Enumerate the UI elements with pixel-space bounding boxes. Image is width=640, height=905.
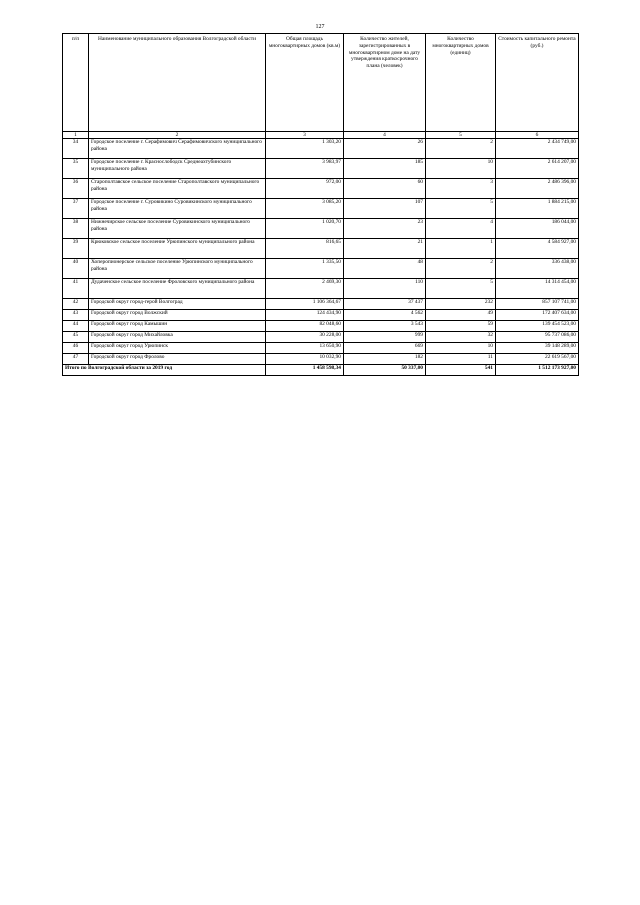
- municipality-name: Городское поселение г. Суровикино Суровикинского муниципального района: [89, 199, 266, 219]
- row-number: 45: [63, 332, 89, 343]
- row-number: 36: [63, 179, 89, 199]
- table-row: [63, 259, 579, 279]
- houses-cell: 5: [426, 199, 496, 219]
- municipality-name: Городской округ город Михайловка: [89, 332, 266, 343]
- column-number: 2: [89, 132, 266, 139]
- row-number: 39: [63, 239, 89, 259]
- residents-cell: 23: [344, 219, 426, 239]
- area-cell: 124 434,90: [266, 310, 344, 321]
- table-row: [63, 159, 579, 179]
- residents-cell: 60: [344, 179, 426, 199]
- houses-cell: 11: [426, 354, 496, 365]
- row-number: 47: [63, 354, 89, 365]
- table-row: [63, 343, 579, 354]
- row-number: 46: [63, 343, 89, 354]
- residents-cell: 107: [344, 199, 426, 219]
- residents-cell: 37 437: [344, 299, 426, 310]
- header-cell: Количество жителей, зарегистрированных в многоквартирном доме на дату утверждения краткосрочного плана (человек): [344, 34, 426, 132]
- residents-cell: 26: [344, 139, 426, 159]
- area-cell: 82 048,60: [266, 321, 344, 332]
- column-number: 3: [266, 132, 344, 139]
- table-row: [63, 239, 579, 259]
- column-number: 6: [496, 132, 579, 139]
- table-row: [63, 279, 579, 299]
- header-cell: Количество многоквартирных домов (единиц): [426, 34, 496, 132]
- table-row: [63, 139, 579, 159]
- houses-cell: 232: [426, 299, 496, 310]
- header-cell: Наименование муниципального образования Волгоградской области: [89, 34, 266, 132]
- total-row: [63, 365, 579, 376]
- header-cell: Стоимость капитального ремонта (руб.): [496, 34, 579, 132]
- cost-cell: 39 148 289,00: [496, 343, 579, 354]
- residents-cell: 4 562: [344, 310, 426, 321]
- table-row: [63, 321, 579, 332]
- municipality-name: Городской округ город Фролово: [89, 354, 266, 365]
- municipality-name: Городской округ город Урюпинск: [89, 343, 266, 354]
- cost-cell: 2 614 207,00: [496, 159, 579, 179]
- residents-cell: 185: [344, 159, 426, 179]
- residents-cell: 182: [344, 354, 426, 365]
- row-number: 43: [63, 310, 89, 321]
- table-row: [63, 199, 579, 219]
- total-residents: 50 337,00: [344, 365, 426, 376]
- cost-cell: 139 454 523,00: [496, 321, 579, 332]
- municipality-name: Городской округ город-герой Волгоград: [89, 299, 266, 310]
- row-number: 35: [63, 159, 89, 179]
- row-number: 42: [63, 299, 89, 310]
- area-cell: 3 085,20: [266, 199, 344, 219]
- area-cell: 972,00: [266, 179, 344, 199]
- cost-cell: 14 314 454,00: [496, 279, 579, 299]
- municipality-name: Дудаченское сельское поселение Фроловского муниципального района: [89, 279, 266, 299]
- area-cell: 13 650,90: [266, 343, 344, 354]
- area-cell: 30 228,00: [266, 332, 344, 343]
- municipality-name: Старополтавское сельское поселение Старополтавского муниципального района: [89, 179, 266, 199]
- total-houses: 541: [426, 365, 496, 376]
- total-label: Итого по Волгоградской области за 2019 год: [63, 365, 266, 376]
- houses-cell: 10: [426, 159, 496, 179]
- table-row: [63, 179, 579, 199]
- area-cell: 3 983,97: [266, 159, 344, 179]
- cost-cell: 336 438,00: [496, 259, 579, 279]
- page-number: 127: [315, 24, 325, 30]
- row-number: 44: [63, 321, 89, 332]
- column-number: 1: [63, 132, 89, 139]
- cost-cell: 857 107 741,00: [496, 299, 579, 310]
- residents-cell: 21: [344, 239, 426, 259]
- houses-cell: 2: [426, 259, 496, 279]
- column-number: 5: [426, 132, 496, 139]
- repair-cost-table: [62, 33, 579, 376]
- residents-cell: 48: [344, 259, 426, 279]
- municipality-name: Нижнечирское сельское поселение Суровикинского муниципального района: [89, 219, 266, 239]
- cost-cell: 186 044,00: [496, 219, 579, 239]
- residents-cell: 669: [344, 343, 426, 354]
- houses-cell: 2: [426, 139, 496, 159]
- houses-cell: 32: [426, 332, 496, 343]
- table-row: [63, 299, 579, 310]
- area-cell: 1 335,50: [266, 259, 344, 279]
- header-cell: п/п: [63, 34, 89, 132]
- municipality-name: Хоперопионерское сельское поселение Урюпинского муниципального района: [89, 259, 266, 279]
- row-number: 38: [63, 219, 89, 239]
- row-number: 34: [63, 139, 89, 159]
- row-number: 37: [63, 199, 89, 219]
- houses-cell: 10: [426, 343, 496, 354]
- residents-cell: 110: [344, 279, 426, 299]
- cost-cell: 2 486 396,00: [496, 179, 579, 199]
- table-row: [63, 354, 579, 365]
- area-cell: 1 303,20: [266, 139, 344, 159]
- area-cell: 10 032,90: [266, 354, 344, 365]
- header-cell: Общая площадь многоквартирных домов (кв.м): [266, 34, 344, 132]
- row-number: 41: [63, 279, 89, 299]
- table-row: [63, 219, 579, 239]
- residents-cell: 3 543: [344, 321, 426, 332]
- houses-cell: 4: [426, 219, 496, 239]
- cost-cell: 172 407 634,00: [496, 310, 579, 321]
- area-cell: 1 106 364,67: [266, 299, 344, 310]
- municipality-name: Крюковское сельское поселение Урюпинского муниципального района: [89, 239, 266, 259]
- area-cell: 2 469,30: [266, 279, 344, 299]
- cost-cell: 95 737 086,00: [496, 332, 579, 343]
- houses-cell: 49: [426, 310, 496, 321]
- cost-cell: 4 584 927,00: [496, 239, 579, 259]
- table-row: [63, 332, 579, 343]
- row-number: 40: [63, 259, 89, 279]
- municipality-name: Городское поселение г. Серафимович Серафимовичского муниципального района: [89, 139, 266, 159]
- cost-cell: 2 434 749,00: [496, 139, 579, 159]
- total-area: 1 458 598,34: [266, 365, 344, 376]
- municipality-name: Городской округ город Камышин: [89, 321, 266, 332]
- column-number-row: [63, 132, 579, 139]
- header-row: [63, 34, 579, 132]
- municipality-name: Городское поселение г. Краснослободск Среднеахтубинского муниципального района: [89, 159, 266, 179]
- area-cell: 816,65: [266, 239, 344, 259]
- houses-cell: 5: [426, 279, 496, 299]
- cost-cell: 22 619 567,00: [496, 354, 579, 365]
- table-row: [63, 310, 579, 321]
- column-number: 4: [344, 132, 426, 139]
- houses-cell: 3: [426, 179, 496, 199]
- cost-cell: 1 884 215,00: [496, 199, 579, 219]
- houses-cell: 59: [426, 321, 496, 332]
- area-cell: 1 020,70: [266, 219, 344, 239]
- residents-cell: 999: [344, 332, 426, 343]
- total-cost: 1 512 173 927,00: [496, 365, 579, 376]
- houses-cell: 1: [426, 239, 496, 259]
- municipality-name: Городской округ город Волжский: [89, 310, 266, 321]
